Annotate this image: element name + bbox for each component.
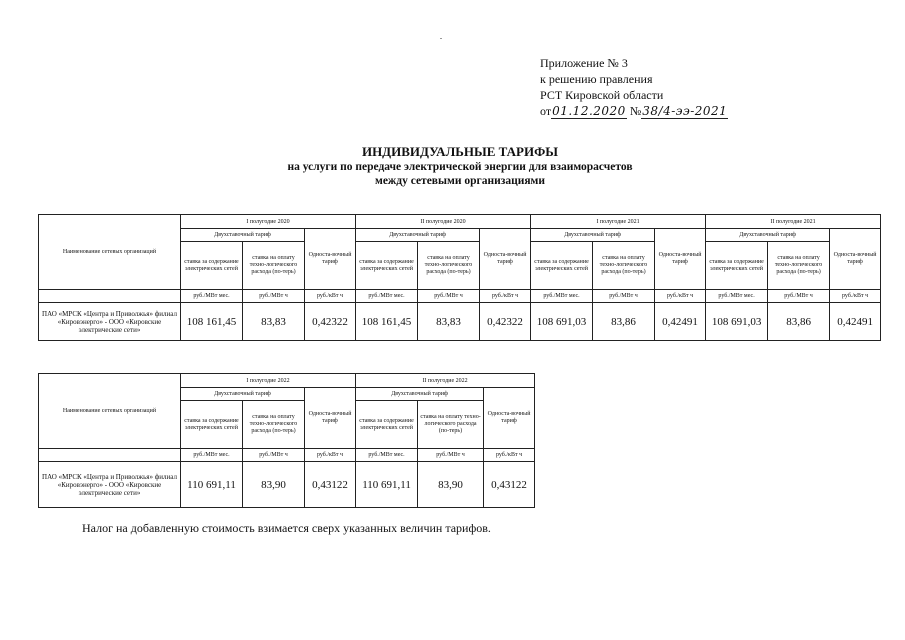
period-header: I полугодие 2021 xyxy=(531,215,706,229)
single-rate-header: Односта-вочный тариф xyxy=(830,229,881,290)
two-part-tariff-header: Двухставочный тариф xyxy=(706,229,830,242)
two-part-tariff-header: Двухставочный тариф xyxy=(356,229,480,242)
single-rate-header: Односта-вочный тариф xyxy=(655,229,706,290)
title-line-1: ИНДИВИДУАЛЬНЫЕ ТАРИФЫ xyxy=(361,144,559,159)
value-cell: 83,86 xyxy=(593,303,655,341)
losses-rate-header: ставка на оплату техно-логического расхода (по-терь) xyxy=(243,242,305,290)
losses-rate-header: ставка на оплату техно-логического расхода (по-терь) xyxy=(418,401,484,449)
unit-cell: руб./кВт ч xyxy=(480,290,531,303)
value-cell: 108 161,45 xyxy=(181,303,243,341)
single-rate-header: Односта-вочный тариф xyxy=(484,388,535,449)
org-name-header: Наименование сетевых организаций xyxy=(39,215,181,290)
maintenance-rate-header: ставка за содержание электрических сетей xyxy=(181,242,243,290)
order-number-label: № xyxy=(629,104,642,118)
value-cell: 83,90 xyxy=(243,462,305,508)
maintenance-rate-header: ставка за содержание электрических сетей xyxy=(356,242,418,290)
value-cell: 108 161,45 xyxy=(356,303,418,341)
unit-cell: руб./МВт ч xyxy=(243,449,305,462)
value-cell: 83,86 xyxy=(768,303,830,341)
appendix-line-3: РСТ Кировской области xyxy=(540,88,664,102)
appendix-block xyxy=(540,55,728,119)
value-cell: 0,42491 xyxy=(655,303,706,341)
empty-unit-cell xyxy=(39,290,181,303)
period-header: II полугодие 2021 xyxy=(706,215,881,229)
scan-speck xyxy=(440,38,442,39)
unit-cell: руб./кВт ч xyxy=(655,290,706,303)
maintenance-rate-header: ставка за содержание электрических сетей xyxy=(356,401,418,449)
two-part-tariff-header: Двухставочный тариф xyxy=(181,229,305,242)
tariff-table-2020-2021 xyxy=(38,214,881,341)
unit-cell: руб./МВт мес. xyxy=(181,449,243,462)
value-cell: 0,43122 xyxy=(305,462,356,508)
two-part-tariff-header: Двухставочный тариф xyxy=(356,388,484,401)
table-row xyxy=(39,303,881,341)
period-header: II полугодие 2020 xyxy=(356,215,531,229)
unit-cell: руб./МВт ч xyxy=(418,290,480,303)
unit-cell: руб./МВт мес. xyxy=(531,290,593,303)
unit-cell: руб./кВт ч xyxy=(830,290,881,303)
two-part-tariff-header: Двухставочный тариф xyxy=(181,388,305,401)
unit-cell: руб./МВт ч xyxy=(418,449,484,462)
losses-rate-header: ставка на оплату техно-логического расхода (по-терь) xyxy=(418,242,480,290)
losses-rate-header: ставка на оплату техно-логического расхода (по-терь) xyxy=(593,242,655,290)
order-number: 38/4-ээ-2021 xyxy=(642,104,728,118)
appendix-line-2: к решению правления xyxy=(540,72,653,86)
two-part-tariff-header: Двухставочный тариф xyxy=(531,229,655,242)
document-title xyxy=(180,144,740,188)
value-cell: 108 691,03 xyxy=(706,303,768,341)
order-date: 01.12.2020 xyxy=(552,104,626,118)
title-line-3: между сетевыми организациями xyxy=(374,175,546,187)
unit-cell: руб./МВт мес. xyxy=(356,449,418,462)
unit-cell: руб./МВт ч xyxy=(768,290,830,303)
unit-cell: руб./МВт мес. xyxy=(356,290,418,303)
value-cell: 83,90 xyxy=(418,462,484,508)
value-cell: 0,42491 xyxy=(830,303,881,341)
unit-cell: руб./МВт ч xyxy=(243,290,305,303)
tariff-table-2022 xyxy=(38,373,535,508)
table-row xyxy=(39,462,535,508)
value-cell: 0,43122 xyxy=(484,462,535,508)
unit-cell: руб./кВт ч xyxy=(305,290,356,303)
losses-rate-header: ставка на оплату техно-логического расхода (по-терь) xyxy=(243,401,305,449)
empty-unit-cell xyxy=(39,449,181,462)
single-rate-header: Односта-вочный тариф xyxy=(305,388,356,449)
title-line-2: на услуги по передаче электрической энергии для взаиморасчетов xyxy=(287,161,633,173)
value-cell: 83,83 xyxy=(243,303,305,341)
unit-cell: руб./кВт ч xyxy=(305,449,356,462)
unit-cell: руб./МВт мес. xyxy=(706,290,768,303)
value-cell: 0,42322 xyxy=(305,303,356,341)
single-rate-header: Односта-вочный тариф xyxy=(305,229,356,290)
unit-cell: руб./МВт ч xyxy=(593,290,655,303)
losses-rate-header: ставка на оплату техно-логического расхода (по-терь) xyxy=(768,242,830,290)
single-rate-header: Односта-вочный тариф xyxy=(480,229,531,290)
order-reference xyxy=(540,103,728,119)
vat-note: Налог на добавленную стоимость взимается сверх указанных величин тарифов. xyxy=(82,521,491,535)
period-header: I полугодие 2022 xyxy=(181,374,356,388)
org-name-header: Наименование сетевых организаций xyxy=(39,374,181,449)
period-header: II полугодие 2022 xyxy=(356,374,535,388)
value-cell: 0,42322 xyxy=(480,303,531,341)
period-header: I полугодие 2020 xyxy=(181,215,356,229)
unit-cell: руб./кВт ч xyxy=(484,449,535,462)
maintenance-rate-header: ставка за содержание электрических сетей xyxy=(181,401,243,449)
value-cell: 108 691,03 xyxy=(531,303,593,341)
value-cell: 110 691,11 xyxy=(356,462,418,508)
value-cell: 83,83 xyxy=(418,303,480,341)
org-name-cell: ПАО «МРСК «Центра и Приволжья» филиал «Кировэнерго» - ООО «Кировские электрические сети» xyxy=(39,462,181,508)
unit-cell: руб./МВт мес. xyxy=(181,290,243,303)
org-name-cell: ПАО «МРСК «Центра и Приволжья» филиал «Кировэнерго» - ООО «Кировские электрические сети» xyxy=(39,303,181,341)
maintenance-rate-header: ставка за содержание электрических сетей xyxy=(706,242,768,290)
appendix-line-1: Приложение № 3 xyxy=(540,56,628,70)
order-prefix: от xyxy=(540,104,552,118)
maintenance-rate-header: ставка за содержание электрических сетей xyxy=(531,242,593,290)
value-cell: 110 691,11 xyxy=(181,462,243,508)
